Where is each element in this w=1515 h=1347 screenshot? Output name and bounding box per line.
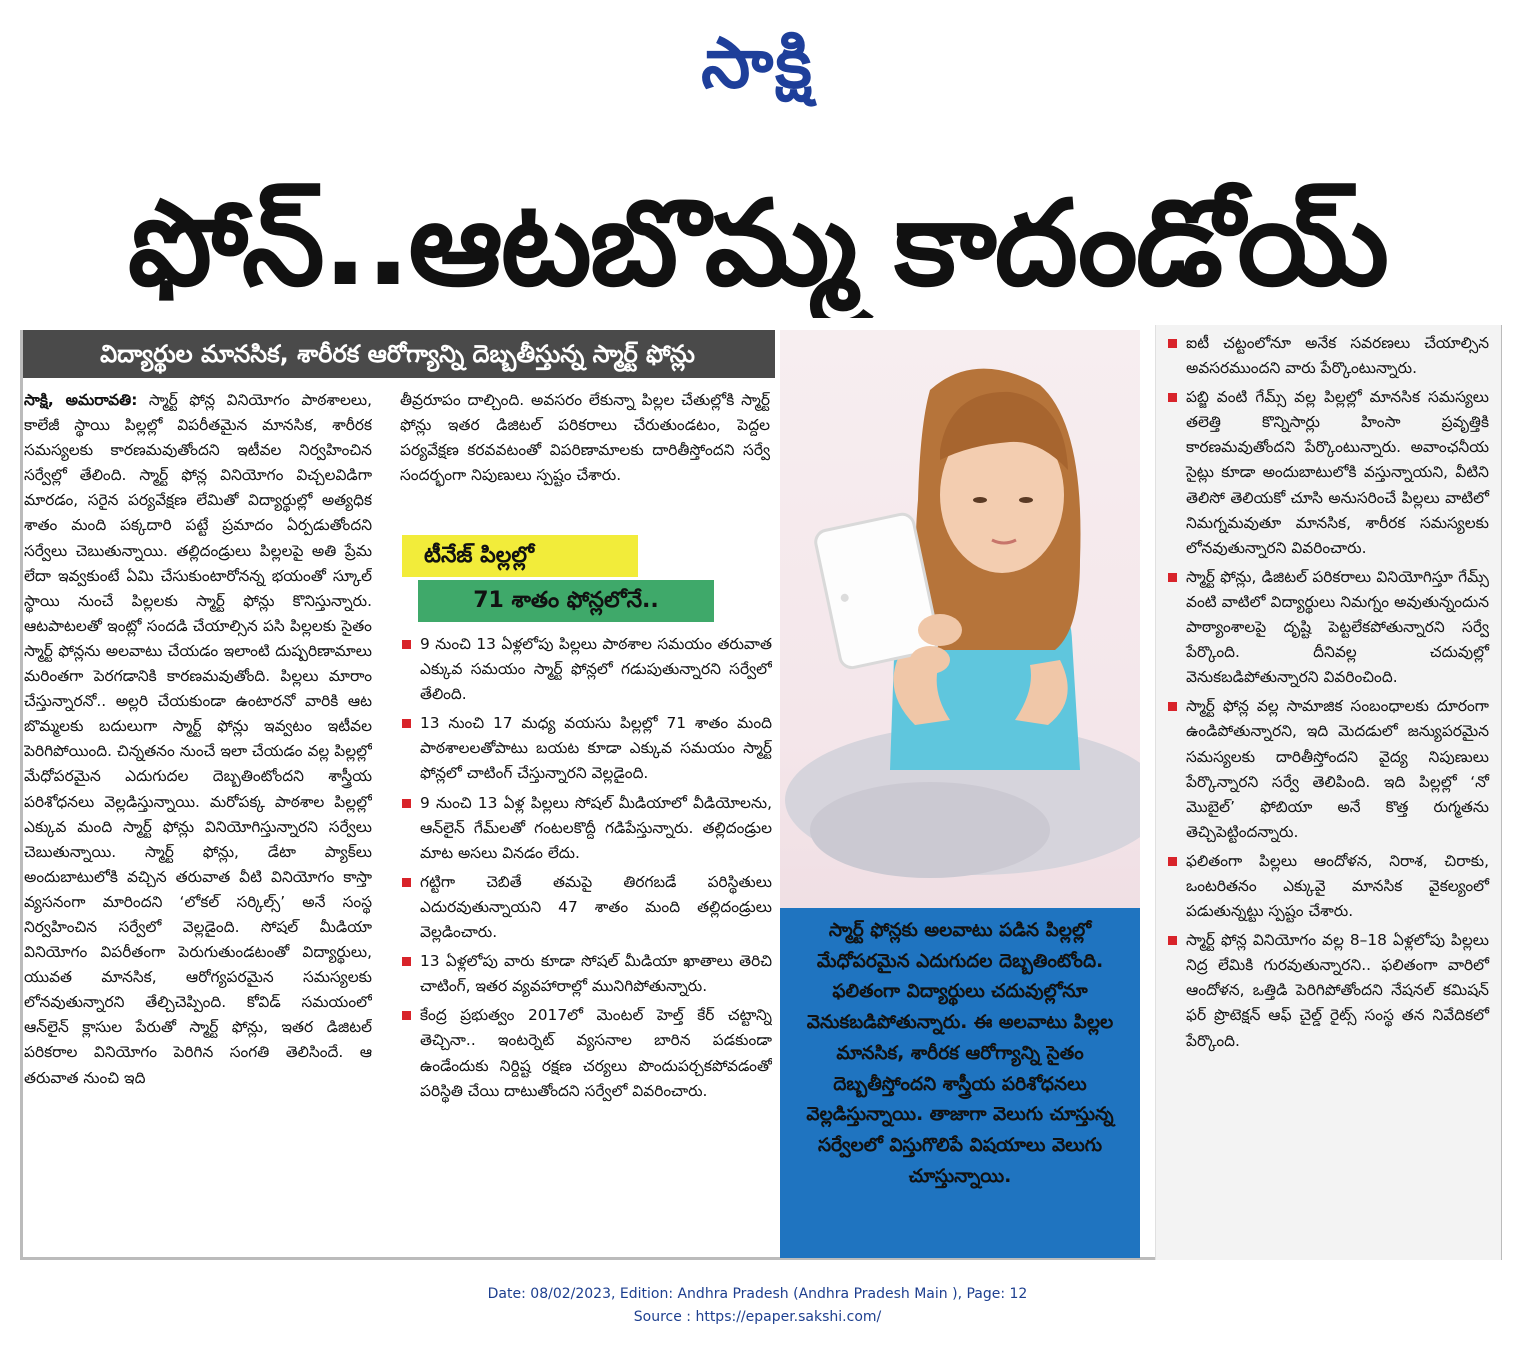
article-column-1 [24,388,372,1238]
masthead [0,18,1515,108]
callout-box: స్మార్ట్‌ ఫోన్లకు అలవాటు పడిన పిల్లల్లో మేధోపరమైన ఎదుగుదల దెబ్బతింటోంది. ఫలితంగా విద్యార్థులు చదువుల్లోనూ వెనుకబడిపోతున్నారు. ఈ అలవాటు పిల్లల మానసిక, శారీరక ఆరోగ్యాన్ని సైతం దెబ్బతీస్తోందని శాస్త్రీయ పరిశోధనలు వెల్లడిస్తున్నాయి. తాజాగా వెలుగు చూస్తున్న సర్వేలలో విస్తుగొలిపే విషయాలు వెలుగు చూస్తున్నాయి. [780,908,1140,1258]
sidebar-bullet: ఐటీ చట్టంలోనూ అనేక సవరణలు చేయాల్సిన అవసరముందని వారు పేర్కొంటున్నారు. [1166,331,1489,381]
bullet-item: 9 నుంచి 13 ఏళ్లలోపు పిల్లలు పాఠశాల సమయం తరువాత ఎక్కువ సమయం స్మార్ట్‌ ఫోన్లలో గడుపుతున్నారని సర్వేలో తేలింది. [400,632,772,707]
dateline: సాక్షి, అమరావతి: [24,391,138,409]
bullet-square-icon [1168,393,1177,402]
sidebar-bullet: స్మార్ట్‌ ఫోన్ల వల్ల సామాజిక సంబంధాలకు దూరంగా ఉండిపోతున్నారని, ఇది మెదడులో జన్యుపరమైన సమస్యలకు దారితీస్తోందని వైద్య నిపుణులు పేర్కొన్నారని సర్వే తెలిపింది. ఇది పిల్లల్లో ‘నో మొబైల్‌’ ఫోబియా అనే కొత్త రుగ్మతను తెచ్చిపెట్టిందన్నారు. [1166,694,1489,845]
bullet-square-icon [1168,702,1177,711]
article-body-2: తీవ్రరూపం దాల్చింది. అవసరం లేకున్నా పిల్లల చేతుల్లోకి స్మార్ట్‌ ఫోన్లు ఇతర డిజిటల్‌ పరికరాలు చేరుతుండటం, పెద్దల పర్యవేక్షణ కరవవటంతో విపరిణామాలకు దారితీస్తోందని సర్వే సందర్భంగా నిపుణులు స్పష్టం చేశారు. [400,391,770,485]
bullet-item: 9 నుంచి 13 ఏళ్ల పిల్లలు సోషల్‌ మీడియాలో వీడియోలను, ఆన్‌లైన్‌ గేమ్‌లతో గంటలకొద్దీ గడిపేస్తున్నారు. తల్లిదండ్రుల మాట అసలు వినడం లేదు. [400,791,772,866]
bullet-item: కేంద్ర ప్రభుత్వం 2017లో మెంటల్‌ హెల్త్‌ కేర్‌ చట్టాన్ని తెచ్చినా.. ఇంటర్నెట్‌ వ్యసనాల బారిన పడకుండా ఉండేందుకు నిర్దిష్ట రక్షణ చర్యలు పొందుపర్చకపోవడంతో పరిస్థితి చేయి దాటుతోందని సర్వేలో వివరించారు. [400,1003,772,1103]
highlight-tag-percent: 71 శాతం ఫోన్లలోనే.. [418,580,714,622]
bullet-square-icon [402,799,411,808]
bullet-square-icon [402,1011,411,1020]
bullet-square-icon [1168,573,1177,582]
sidebar-column [1155,325,1501,1260]
footer-source: Source : https://epaper.sakshi.com/ [633,1309,882,1325]
article-column-2 [400,388,770,518]
bullet-square-icon [402,640,411,649]
frame-divider-left [20,330,23,1260]
bullet-square-icon [402,957,411,966]
bullet-square-icon [1168,936,1177,945]
sidebar-bullet: పబ్జి వంటి గేమ్స్‌ వల్ల పిల్లల్లో మానసిక సమస్యలు తలెత్తి కొన్నిసార్లు హింసా ప్రవృత్తికి కారణమవుతోందని పేర్కొంటున్నారు. అవాంఛనీయ సైట్లు కూడా అందుబాటులోకి వస్తున్నాయని, వీటిని తెలిసో తెలియకో చూసి అనుసరించే పిల్లలు వాటిలో నిమగ్నమవుతూ మానసిక, శారీరక సమస్యలకు లోనవుతున్నారని వివరించారు. [1166,385,1489,561]
bullet-item: 13 ఏళ్లలోపు వారు కూడా సోషల్‌ మీడియా ఖాతాలు తెరిచి చాటింగ్‌, ఇతర వ్యవహారాల్లో మునిగిపోతున్నారు. [400,949,772,999]
bullet-square-icon [1168,857,1177,866]
bullet-square-icon [402,719,411,728]
footer-edition-info: Date: 08/02/2023, Edition: Andhra Pradesh (Andhra Pradesh Main ), Page: 12 [487,1286,1028,1302]
subheadline-bar: విద్యార్థుల మానసిక, శారీరక ఆరోగ్యాన్ని దెబ్బతీస్తున్న స్మార్ట్‌ ఫోన్లు [20,330,775,378]
headline: ఫోన్‌..ఆటబొమ్మ కాదండోయ్‌ [128,174,1387,312]
bullet-list [400,632,772,1232]
sidebar-bullet: స్మార్ట్‌ ఫోన్ల వినియోగం వల్ల 8–18 ఏళ్లలోపు పిల్లలు నిద్ర లేమికి గురవుతున్నారని.. ఫలితంగా వారిలో ఆందోళన, ఒత్తిడి పెరిగిపోతోందని నేషనల్‌ కమిషన్‌ ఫర్‌ ప్రొటెక్షన్‌ ఆఫ్‌ చైల్డ్‌ రైట్స్‌ సంస్థ తన నివేదికలో పేర్కొంది. [1166,928,1489,1053]
bullet-square-icon [402,878,411,887]
sidebar-bullet: స్మార్ట్‌ ఫోన్లు, డిజిటల్‌ పరికరాలు వినియోగిస్తూ గేమ్స్‌ వంటి వాటిలో విద్యార్థులు నిమగ్నం అవుతున్నందున పాఠ్యాంశాలపై దృష్టి పెట్టలేకపోతున్నారని సర్వే పేర్కొంది. దీనివల్ల చదువుల్లో వెనుకబడిపోతున్నారని వివరించింది. [1166,565,1489,690]
highlight-tag-teens: టీనేజ్‌ పిల్లల్లో [402,535,638,577]
bullet-item: గట్టిగా చెబితే తమపై తిరగబడే పరిస్థితులు ఎదురవుతున్నాయని 47 శాతం మంది తల్లిదండ్రులు వెల్లడించారు. [400,870,772,945]
newspaper-logo: సాక్షి [701,22,814,104]
bullet-item: 13 నుంచి 17 మధ్య వయసు పిల్లల్లో 71 శాతం మంది పాఠశాలలతోపాటు బయట కూడా ఎక్కువ సమయం స్మార్ట్‌ ఫోన్లలో చాటింగ్‌ చేస్తున్నారని వెల్లడైంది. [400,711,772,786]
article-body-1: స్మార్ట్‌ ఫోన్ల వినియోగం పాఠశాలలు, కాలేజీ స్థాయి పిల్లల్లో విపరీతమైన మానసిక, శారీరక సమస్యలకు కారణమవుతోందని ఇటీవల నిర్వహించిన సర్వేల్లో తేలింది. స్మార్ట్‌ ఫోన్ల వినియోగం విచ్చలవిడిగా మారడం, సరైన పర్యవేక్షణ లేమితో విద్యార్థుల్లో అత్యధిక శాతం మంది పక్కదారి పట్టే ప్రమాదం ఏర్పడుతోందని సర్వేలు చెబుతున్నాయి. తల్లిదండ్రులు పిల్లలపై అతి ప్రేమ లేదా ఇవ్వకుంటే ఏమి చేసుకుంటారోనన్న భయంతో స్కూల్‌ స్థాయి నుంచే పిల్లలకు స్మార్ట్‌ ఫోన్లు కొనిస్తున్నారు. ఆటపాటలతో ఇంట్లో సందడి చేయాల్సిన పసి పిల్లలకు సైతం స్మార్ట్‌ ఫోన్లను అలవాటు చేయడం ఇలాంటి దుష్పరిణామాలు మరింతగా పెరగడానికి కారణమవుతోంది. పిల్లలు మారాం చేస్తున్నారనో.. అల్లరి చేయకుండా ఉంటారనో వారికి ఆట బొమ్మలకు బదులుగా స్మార్ట్‌ ఫోన్లు ఇవ్వటం ఇటీవల పెరిగిపోయింది. చిన్నతనం నుంచే ఇలా చేయడం వల్ల పిల్లల్లో మేధోపరమైన ఎదుగుదల దెబ్బతింటోందని శాస్త్రీయ పరిశోధనలు వెల్లడిస్తున్నాయి. మరోపక్క పాఠశాల పిల్లల్లో ఎక్కువ మంది స్మార్ట్‌ ఫోన్లు వినియోగిస్తున్నారని సర్వేలు చెబుతున్నాయి. స్మార్ట్‌ ఫోన్లు, డేటా ప్యాక్‌లు అందుబాటులోకి వచ్చిన తరువాత వీటి వినియోగం కాస్తా వ్యసనంగా మారిందని ‘లోకల్‌ సర్కిల్స్‌’ అనే సంస్థ నిర్వహించిన సర్వేలో వెల్లడైంది. సోషల్‌ మీడియా వినియోగం విపరీతంగా పెరుగుతుండటంతో విద్యార్థులు, యువత మానసిక, ఆరోగ్యపరమైన సమస్యలకు లోనవుతున్నారని తేల్చిచెప్పింది. కోవిడ్‌ సమయంలో ఆన్‌లైన్‌ క్లాసుల పేరుతో స్మార్ట్‌ ఫోన్లు, ఇతర డిజిటల్‌ పరికరాల వినియోగం పెరిగిన సంగతి తెలిసిందే. ఆ తరువాత నుంచి ఇది [24,391,372,1087]
article-photo-girl-with-tablet [780,330,1140,908]
bullet-square-icon [1168,339,1177,348]
sidebar-bullet: ఫలితంగా పిల్లలు ఆందోళన, నిరాశ, చిరాకు, ఒంటరితనం ఎక్కువై మానసిక వైకల్యంలో పడుతున్నట్టు స్పష్టం చేశారు. [1166,849,1489,924]
